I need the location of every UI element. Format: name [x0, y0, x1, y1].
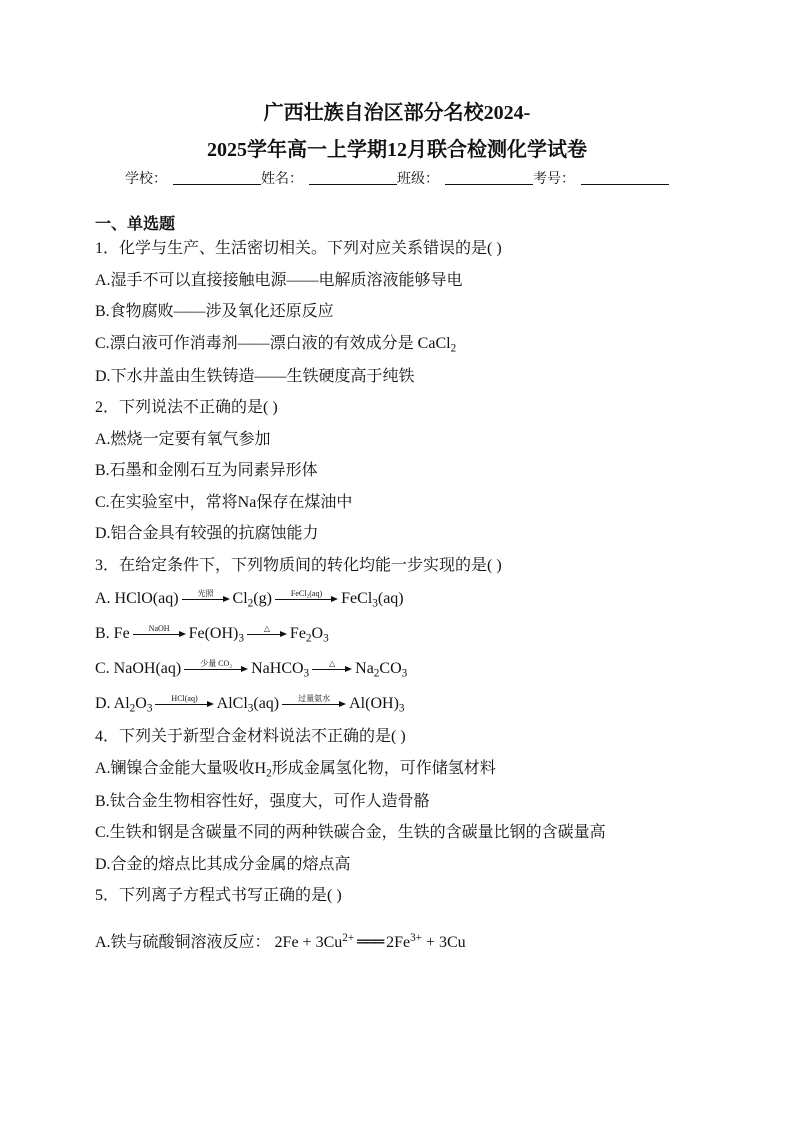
arrow-right-icon — [184, 669, 242, 670]
text-run: C.在实验室中，常将Na保存在煤油中 — [95, 493, 353, 511]
text-run: A. HClO(aq) — [95, 590, 179, 607]
question-1-option-c — [95, 328, 755, 361]
question-4-option-b — [95, 786, 755, 818]
text-run: FeCl — [341, 590, 373, 607]
text-run: + 3Cu — [421, 933, 466, 951]
text-run: Fe — [289, 625, 306, 642]
text-run: NaHCO — [251, 660, 304, 677]
reaction-condition-label: 光照 — [197, 589, 214, 599]
question-2-option-b — [95, 455, 755, 487]
question-5-option-a — [95, 912, 755, 962]
text-run: D.铝合金具有较强的抗腐蚀能力 — [95, 525, 319, 542]
subscript: 3 — [247, 702, 254, 715]
text-run: D.合金的熔点比其成分金属的熔点高 — [95, 855, 351, 873]
question-4-option-d — [95, 849, 755, 881]
text-run: 2．下列说法不正确的是( ) — [95, 399, 278, 416]
title-line-2: 2025学年高一上学期12月联合检测化学试卷 — [207, 139, 587, 161]
text-run: Fe(OH) — [188, 625, 239, 642]
student-info-line — [0, 170, 794, 190]
text-run: O — [311, 625, 324, 642]
reaction-arrow — [247, 624, 287, 644]
arrow-right-icon — [155, 704, 207, 705]
subscript: 3 — [401, 667, 408, 680]
equals-sign: ═══ — [357, 931, 384, 951]
question-3-option-a — [95, 581, 755, 616]
question-2-option-d — [95, 518, 755, 550]
reaction-condition-label: 过量氨水 — [298, 694, 331, 704]
text-run: 2Fe — [386, 933, 411, 951]
question-3-option-c — [95, 651, 755, 686]
text-run: Al(OH) — [349, 695, 399, 712]
exam-number-blank — [581, 170, 669, 185]
text-run: D. Al — [95, 695, 130, 712]
text-run: A.湿手不可以直接接触电源——电解质溶液能够导电 — [95, 271, 463, 289]
school-blank — [173, 170, 261, 185]
question-5-stem — [95, 880, 755, 912]
question-2-option-a — [95, 424, 755, 456]
text-run: 4．下列关于新型合金材料说法不正确的是( ) — [95, 728, 406, 745]
subscript: 2 — [450, 341, 457, 354]
text-run: B.食物腐败——涉及氧化还原反应 — [95, 303, 334, 320]
class-label: 班级： — [397, 172, 439, 187]
text-run: 5．下列离子方程式书写正确的是( ) — [95, 887, 342, 904]
reaction-arrow — [312, 659, 352, 679]
reaction-condition-label: FeCl₂(aq) — [290, 589, 323, 599]
text-run: Cl — [232, 590, 248, 607]
reaction-condition-label: △ — [329, 659, 336, 669]
text-run: 1．化学与生产、生活密切相关。下列对应关系错误的是( ) — [95, 240, 502, 257]
reaction-condition-label: HCl(aq) — [171, 694, 198, 704]
question-1-option-a — [95, 265, 755, 297]
text-run: A.铁与硫酸铜溶液反应： 2Fe + 3Cu — [95, 933, 343, 951]
question-2-stem — [95, 392, 755, 424]
question-3-option-d — [95, 686, 755, 721]
reaction-arrow — [133, 624, 186, 644]
exam-title — [0, 95, 794, 169]
subscript: 2 — [373, 667, 380, 680]
school-label: 学校： — [125, 172, 167, 187]
text-run: B. Fe — [95, 625, 130, 642]
subscript: 2 — [129, 702, 136, 715]
subscript: 3 — [146, 702, 153, 715]
text-run: A.镧镍合金能大量吸收H — [95, 759, 267, 777]
name-blank — [309, 170, 397, 185]
subscript: 2 — [305, 632, 312, 645]
text-run: AlCl — [216, 695, 248, 712]
reaction-arrow — [155, 694, 213, 714]
name-label: 姓名： — [261, 172, 303, 187]
question-1-option-d — [95, 361, 755, 393]
subscript: 2 — [266, 766, 272, 779]
subscript: 3 — [398, 702, 405, 715]
text-run: CO — [379, 660, 402, 677]
subscript: 3 — [372, 597, 378, 610]
text-run: 3．在给定条件下，下列物质间的转化均能一步实现的是( ) — [95, 556, 502, 574]
reaction-condition-label: NaOH — [148, 624, 170, 634]
text-run: (aq) — [377, 590, 404, 607]
subscript: 3 — [323, 632, 329, 645]
arrow-right-icon — [275, 599, 332, 600]
text-run: (g) — [253, 590, 272, 607]
reaction-arrow — [184, 659, 248, 679]
question-3-stem — [95, 550, 755, 582]
text-run: Na — [355, 660, 374, 677]
superscript: 3+ — [410, 931, 422, 944]
text-run: (aq) — [253, 695, 280, 712]
text-run: C. NaOH(aq) — [95, 660, 182, 677]
arrow-right-icon — [182, 599, 224, 600]
text-run: 形成金属氢化物，可作储氢材料 — [271, 759, 496, 777]
subscript: 3 — [238, 632, 244, 645]
text-run: C.漂白液可作消毒剂——漂白液的有效成分是 CaCl — [95, 334, 451, 352]
section-title: 一、单选题 — [95, 216, 176, 233]
text-run: B.钛合金生物相容性好，强度大，可作人造骨骼 — [95, 792, 430, 810]
text-run: O — [135, 695, 147, 712]
question-4-option-c — [95, 817, 755, 849]
reaction-condition-label: △ — [263, 624, 270, 634]
subscript: 3 — [303, 667, 310, 680]
question-3-option-b — [95, 616, 755, 651]
reaction-arrow — [275, 589, 338, 609]
text-run: A.燃烧一定要有氧气参加 — [95, 430, 271, 448]
question-2-option-c — [95, 487, 755, 519]
reaction-arrow — [182, 589, 230, 609]
arrow-right-icon — [133, 634, 180, 635]
arrow-right-icon — [312, 669, 346, 670]
question-4-stem — [95, 721, 755, 753]
question-4-option-a — [95, 753, 755, 786]
text-run: D.下水井盖由生铁铸造——生铁硬度高于纯铁 — [95, 367, 415, 385]
question-list — [95, 233, 755, 962]
class-blank — [445, 170, 533, 185]
superscript: 2+ — [342, 931, 355, 944]
subscript: 2 — [247, 597, 254, 610]
title-line-1: 广西壮族自治区部分名校2024- — [263, 102, 531, 124]
question-1-option-b — [95, 296, 755, 328]
arrow-right-icon — [247, 634, 281, 635]
reaction-arrow — [282, 694, 346, 714]
reaction-condition-label: 少量 CO₂ — [200, 659, 233, 669]
exam-number-label: 考号： — [533, 172, 575, 187]
question-1-stem — [95, 233, 755, 265]
arrow-right-icon — [282, 704, 340, 705]
text-run: B.石墨和金刚石互为同素异形体 — [95, 462, 318, 479]
text-run: C.生铁和钢是含碳量不同的两种铁碳合金，生铁的含碳量比钢的含碳量高 — [95, 824, 606, 841]
